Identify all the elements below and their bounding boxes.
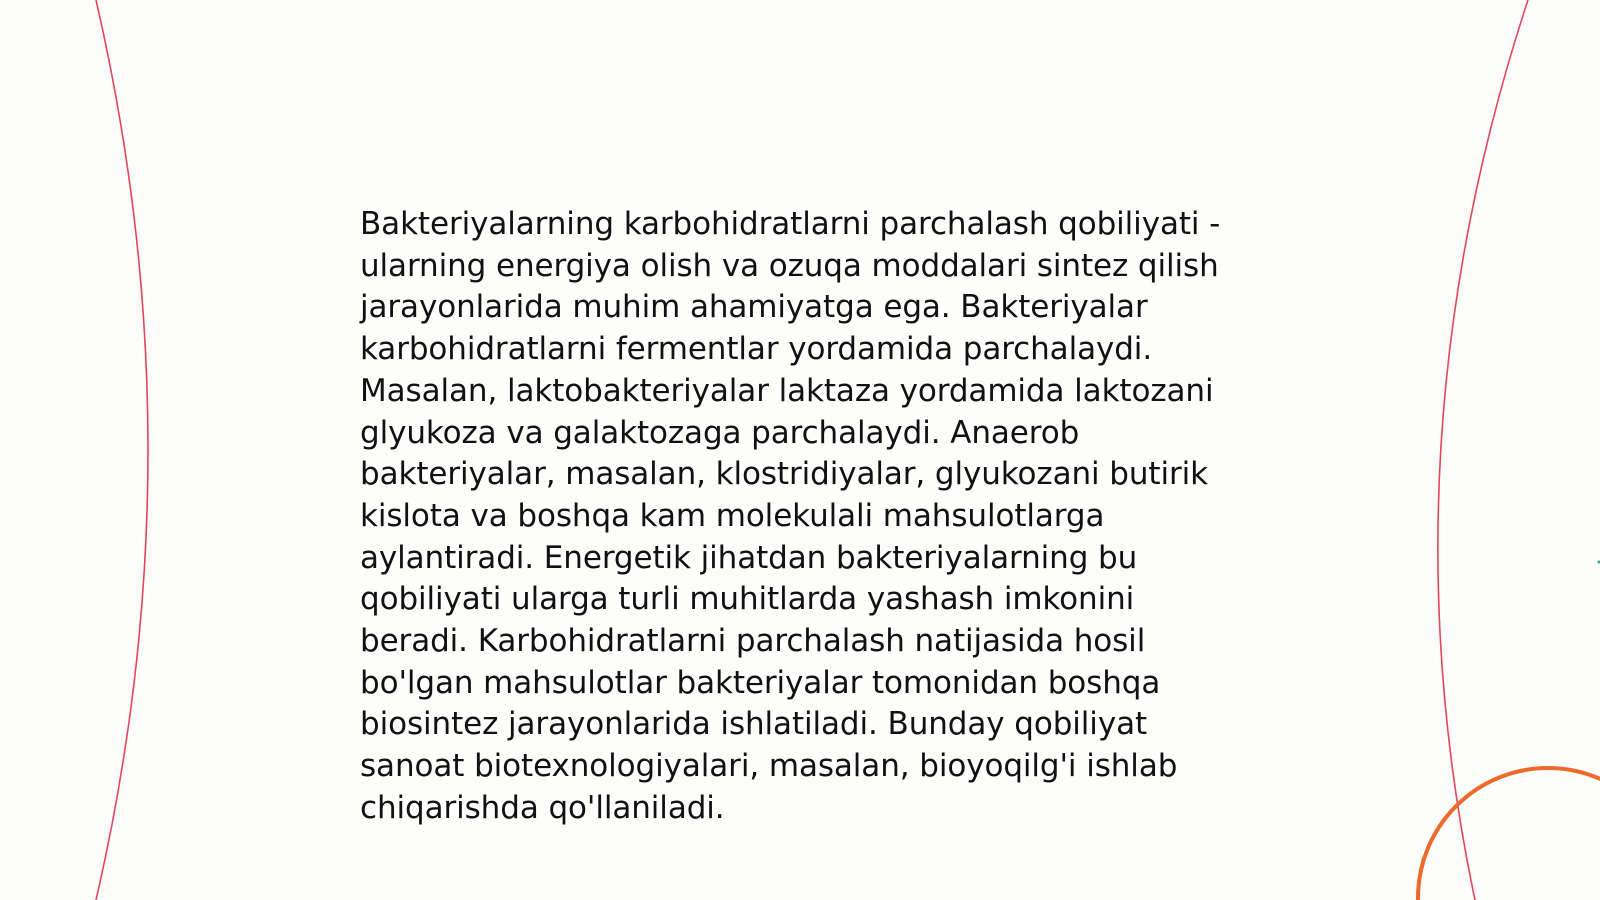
- orange-circle-decoration: [1418, 768, 1600, 900]
- right-curve-line: [1438, 0, 1528, 900]
- left-curve-line: [96, 0, 148, 900]
- body-text: Bakteriyalarning karbohidratlarni parchalash qobiliyati - ularning energiya olish va ozuqa moddalari sintez qilish jarayonlarida muhim ahamiyatga ega. Bakteriyalar karbohidratlarni fermentlar yordamida parchalaydi. Masalan, laktobakteriyalar laktaza yordamida laktozani glyukoza va galaktozaga parchalaydi. Anaerob bakteriyalar, masalan, klostridiyalar, glyukozani butirik kislota va boshqa kam molekulali mahsulotlarga aylantiradi. Energetik jihatdan bakteriyalarning bu qobiliyati ularga turli muhitlarda yashash imkonini beradi. Karbohidratlarni parchalash natijasida hosil bo'lgan mahsulotlar bakteriyalar tomonidan boshqa biosintez jarayonlarida ishlatiladi. Bunday qobiliyat sanoat biotexnologiyalari, masalan, bioyoqilg'i ishlab chiqarishda qo'llaniladi.: [360, 206, 1221, 826]
